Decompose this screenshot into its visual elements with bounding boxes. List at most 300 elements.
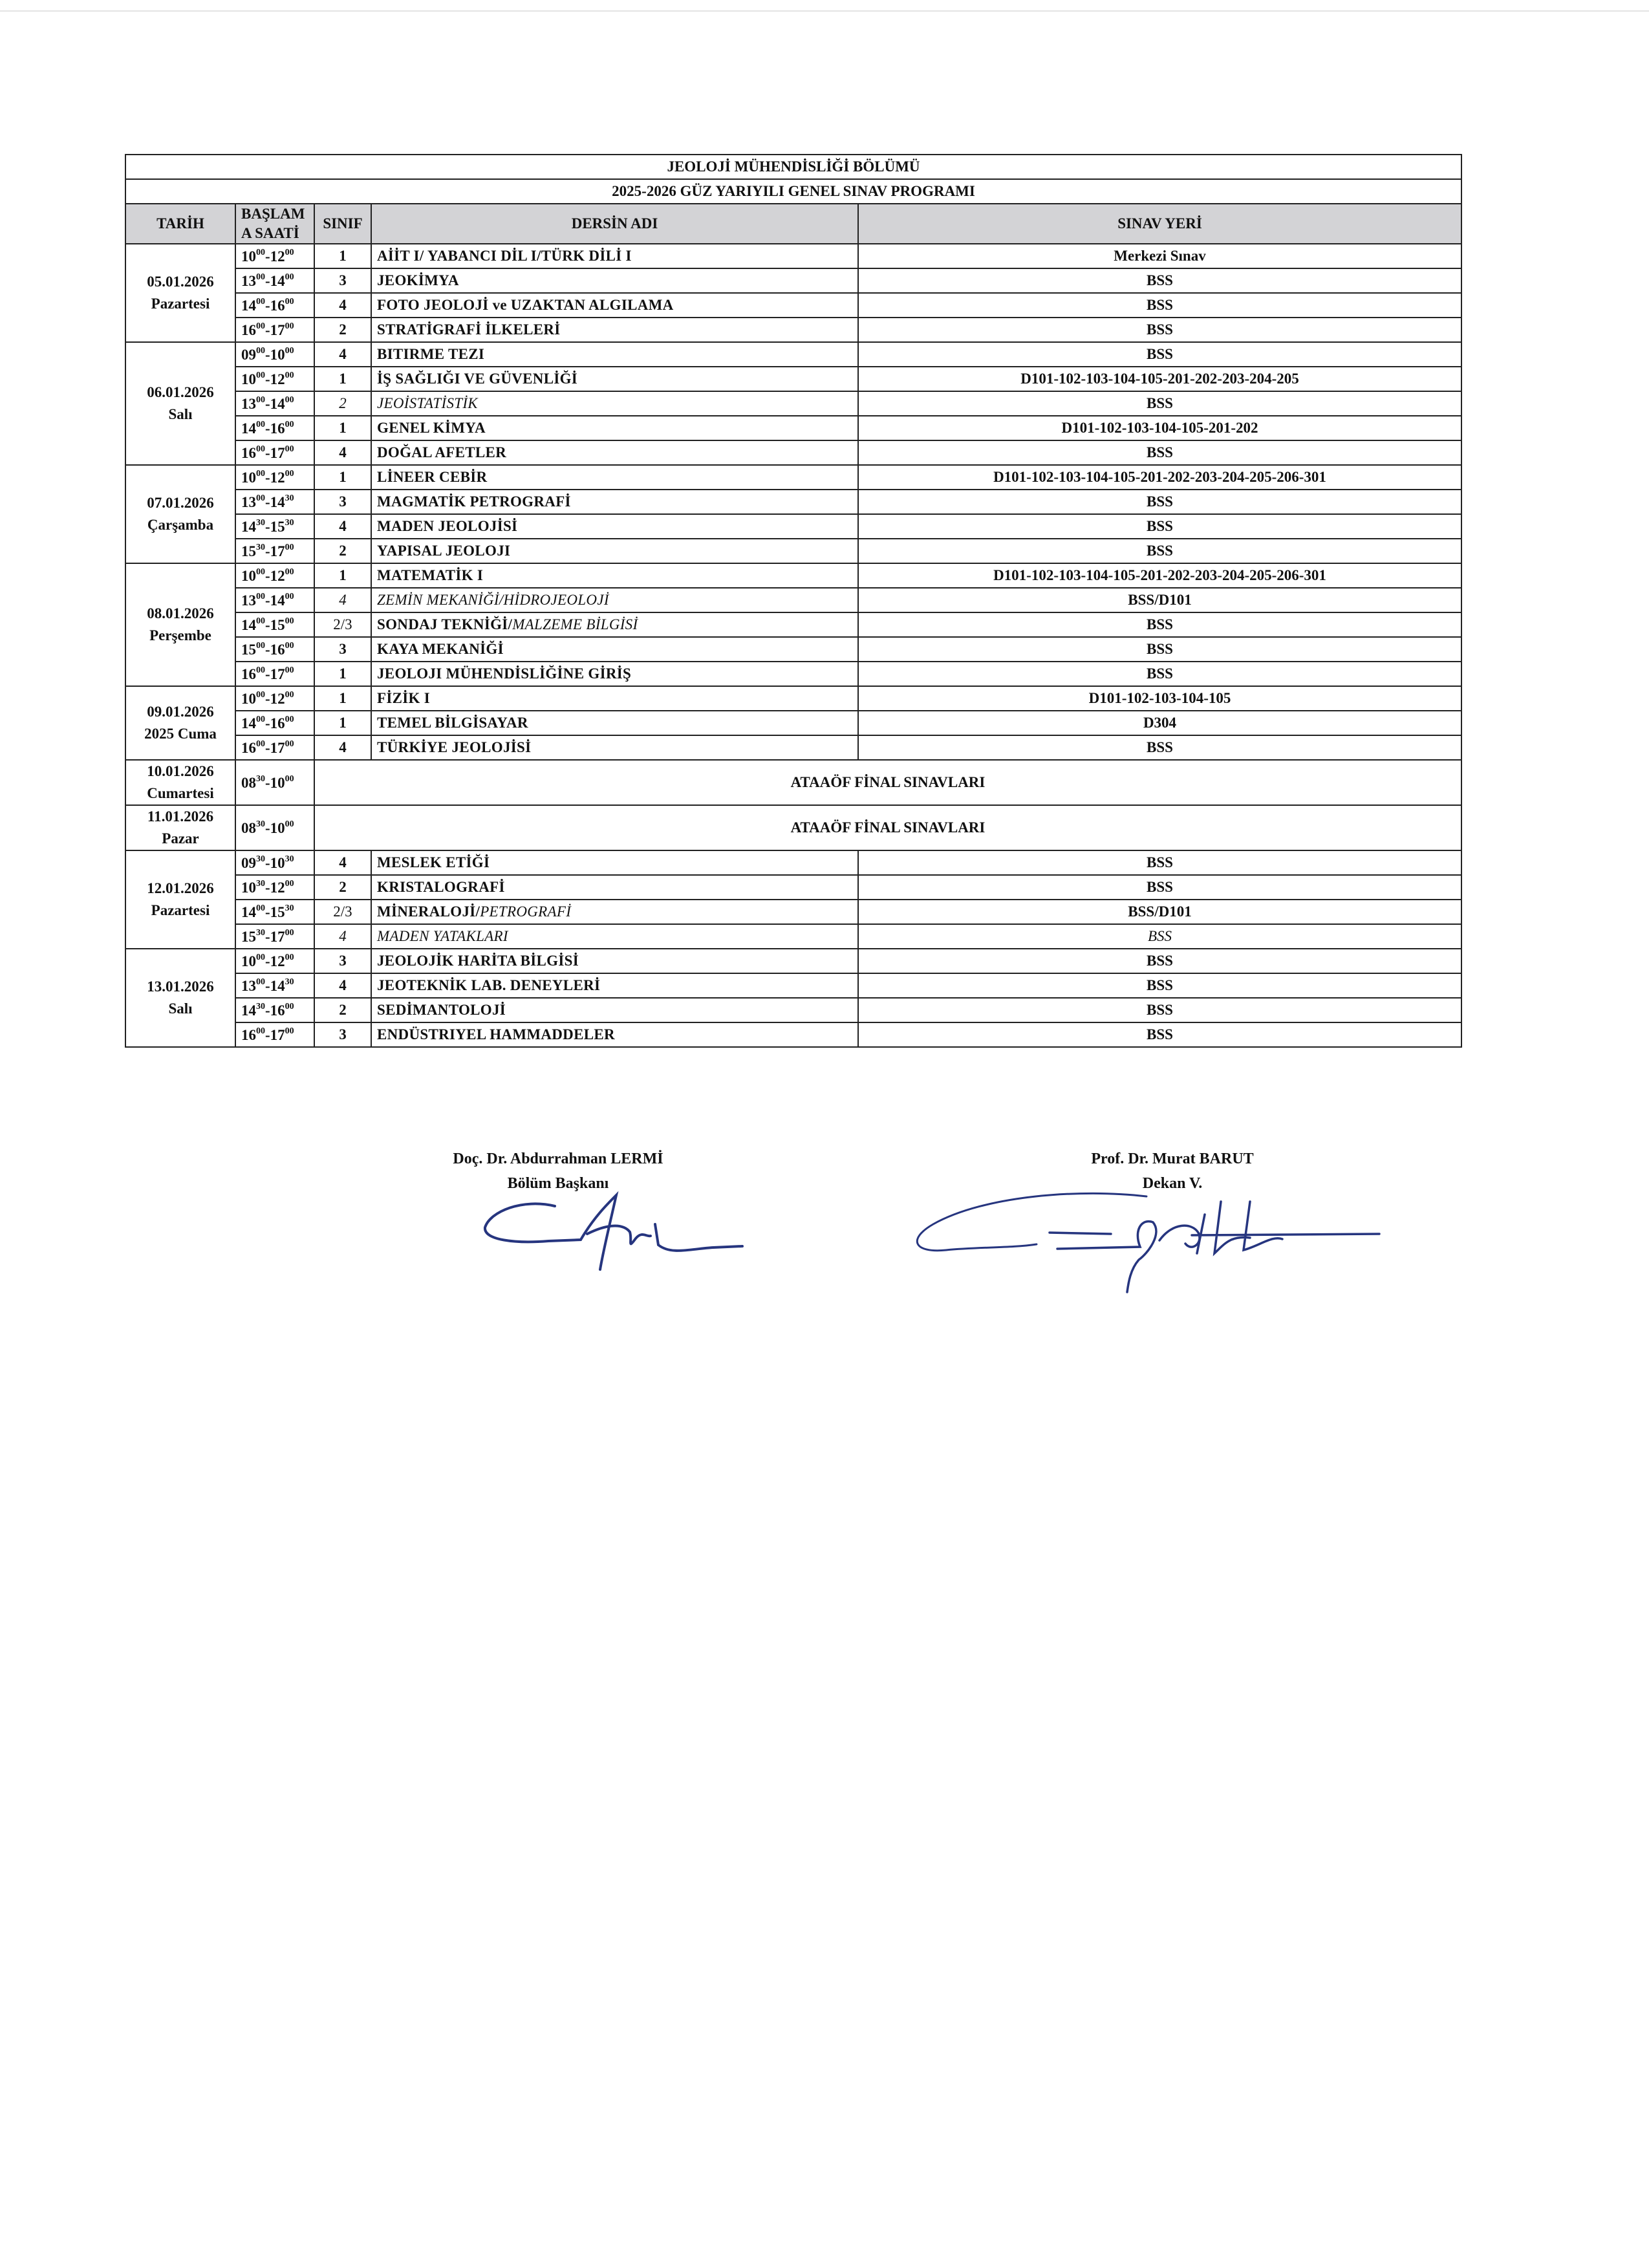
time-start-minute: 00	[256, 468, 265, 479]
exam-row	[125, 850, 1461, 875]
exam-room: D101-102-103-104-105	[858, 686, 1461, 711]
exam-room: D101-102-103-104-105-201-202-203-204-205-206-301	[858, 465, 1461, 490]
exam-room: BSS	[858, 440, 1461, 465]
exam-row	[125, 760, 1461, 805]
time-start-minute: 00	[256, 714, 265, 724]
exam-course-name: MİNERALOJİ/	[377, 903, 480, 920]
exam-row	[125, 588, 1461, 612]
exam-date: 09.01.2026	[147, 704, 214, 720]
exam-row	[125, 900, 1461, 924]
time-start-hour: 14	[241, 518, 256, 535]
exam-room: BSS/D101	[858, 900, 1461, 924]
exam-course-name: SEDİMANTOLOJİ	[377, 1002, 506, 1018]
exam-weekday: Çarşamba	[147, 517, 214, 533]
col-header-course: DERSİN ADI	[371, 204, 858, 244]
exam-class: 2	[314, 539, 371, 563]
time-start-hour: 08	[241, 774, 256, 791]
time-end-minute: 00	[285, 542, 294, 552]
time-end-hour: 10	[270, 819, 285, 836]
time-start-minute: 00	[256, 591, 265, 601]
exam-course-name: JEOLOJİK HARİTA BİLGİSİ	[377, 953, 579, 969]
time-start-hour: 16	[241, 665, 256, 682]
time-end-hour: 14	[270, 592, 285, 609]
exam-row	[125, 735, 1461, 760]
exam-course-name: KAYA MEKANİĞİ	[377, 641, 504, 657]
exam-room: D304	[858, 711, 1461, 735]
signer-right-title: Dekan V.	[1142, 1175, 1203, 1192]
exam-room: BSS	[858, 342, 1461, 367]
time-start-hour: 10	[241, 469, 256, 486]
time-end-minute: 00	[285, 272, 294, 282]
time-start-minute: 30	[256, 1001, 265, 1011]
time-start-minute: 00	[256, 616, 265, 626]
time-start-hour: 16	[241, 444, 256, 461]
time-end-minute: 00	[285, 468, 294, 479]
exam-row	[125, 342, 1461, 367]
time-start-minute: 30	[256, 773, 265, 784]
exam-room: BSS	[858, 735, 1461, 760]
exam-weekday: 2025 Cuma	[144, 726, 217, 742]
exam-course-name: STRATİGRAFİ İLKELERİ	[377, 321, 561, 338]
time-end-minute: 00	[285, 567, 294, 577]
exam-class: 1	[314, 686, 371, 711]
exam-course	[371, 342, 858, 367]
start-header-line2: A SAATİ	[241, 225, 299, 241]
time-start-minute: 30	[256, 819, 265, 829]
exam-time: $10^{00}-12^{00}$	[235, 949, 314, 973]
time-end-hour: 12	[270, 469, 285, 486]
exam-class: 1	[314, 244, 371, 268]
exam-course	[371, 686, 858, 711]
exam-row	[125, 637, 1461, 662]
time-end-hour: 16	[270, 420, 285, 437]
time-end-hour: 12	[270, 248, 285, 265]
exam-date-cell	[125, 805, 235, 850]
time-end-minute: 00	[285, 1001, 294, 1011]
exam-note: ATAAÖF FİNAL SINAVLARI	[314, 805, 1461, 850]
exam-row	[125, 612, 1461, 637]
exam-date: 13.01.2026	[147, 978, 214, 995]
exam-room: BSS	[858, 850, 1461, 875]
time-start-minute: 00	[256, 345, 265, 356]
exam-row	[125, 924, 1461, 949]
exam-course-name-italic: PETROGRAFİ	[480, 903, 572, 920]
start-header-line1: BAŞLAM	[241, 206, 305, 222]
exam-class: 3	[314, 490, 371, 514]
exam-weekday: Perşembe	[149, 627, 211, 643]
exam-weekday: Pazartesi	[151, 296, 210, 312]
exam-time: $10^{30}-12^{00}$	[235, 875, 314, 900]
exam-time: $10^{00}-12^{00}$	[235, 367, 314, 391]
time-start-minute: 00	[256, 247, 265, 257]
exam-course	[371, 850, 858, 875]
time-start-minute: 00	[256, 952, 265, 962]
exam-time: $13^{00}-14^{00}$	[235, 391, 314, 416]
time-end-minute: 00	[285, 927, 294, 938]
exam-class: 1	[314, 711, 371, 735]
exam-time: $13^{00}-14^{00}$	[235, 588, 314, 612]
exam-course-name: TEMEL BİLGİSAYAR	[377, 715, 528, 731]
exam-row	[125, 875, 1461, 900]
exam-course-name: TÜRKİYE JEOLOJİSİ	[377, 739, 532, 755]
time-end-minute: 00	[285, 878, 294, 889]
time-end-hour: 17	[270, 321, 285, 338]
exam-course	[371, 662, 858, 686]
time-start-hour: 14	[241, 903, 256, 920]
time-start-hour: 09	[241, 854, 256, 871]
exam-class: 1	[314, 662, 371, 686]
col-header-start-time	[235, 204, 314, 244]
time-end-minute: 00	[285, 665, 294, 675]
exam-room: D101-102-103-104-105-201-202	[858, 416, 1461, 440]
exam-course-name: İŞ SAĞLIĞI VE GÜVENLİĞİ	[377, 371, 578, 387]
exam-course	[371, 465, 858, 490]
exam-room: BSS	[858, 875, 1461, 900]
exam-room: BSS	[858, 391, 1461, 416]
exam-class: 2/3	[314, 900, 371, 924]
time-start-minute: 00	[256, 1026, 265, 1036]
exam-course-name: MAGMATİK PETROGRAFİ	[377, 493, 571, 510]
exam-time: $08^{30}-10^{00}$	[235, 760, 314, 805]
time-end-hour: 14	[270, 493, 285, 510]
time-start-hour: 13	[241, 395, 256, 412]
exam-row	[125, 465, 1461, 490]
exam-date-cell	[125, 686, 235, 760]
exam-course-name: MADEN YATAKLARI	[377, 928, 508, 944]
time-end-hour: 12	[270, 690, 285, 707]
exam-class: 1	[314, 563, 371, 588]
time-end-hour: 16	[270, 641, 285, 658]
exam-course	[371, 949, 858, 973]
exam-course-name: JEOKİMYA	[377, 272, 459, 288]
exam-room: BSS	[858, 1022, 1461, 1047]
time-end-hour: 16	[270, 715, 285, 731]
time-end-hour: 10	[270, 346, 285, 363]
time-end-minute: 00	[285, 296, 294, 307]
time-start-hour: 10	[241, 953, 256, 969]
exam-class: 4	[314, 735, 371, 760]
exam-course	[371, 998, 858, 1022]
exam-course-name: MADEN JEOLOJİSİ	[377, 518, 518, 534]
time-end-hour: 15	[270, 616, 285, 633]
exam-time: $10^{00}-12^{00}$	[235, 686, 314, 711]
time-end-hour: 10	[270, 774, 285, 791]
time-end-hour: 14	[270, 977, 285, 994]
time-start-minute: 00	[256, 977, 265, 987]
exam-row	[125, 514, 1461, 539]
exam-course	[371, 318, 858, 342]
exam-course-name: FOTO JEOLOJİ ve UZAKTAN ALGILAMA	[377, 297, 674, 313]
exam-time: $08^{30}-10^{00}$	[235, 805, 314, 850]
time-start-minute: 00	[256, 739, 265, 749]
exam-course-name: YAPISAL JEOLOJI	[377, 543, 511, 559]
exam-row	[125, 686, 1461, 711]
exam-course	[371, 391, 858, 416]
time-start-hour: 15	[241, 543, 256, 559]
time-start-hour: 14	[241, 1002, 256, 1019]
exam-time: $09^{30}-10^{30}$	[235, 850, 314, 875]
exam-course	[371, 490, 858, 514]
exam-course-name: JEOTEKNİK LAB. DENEYLERİ	[377, 977, 601, 993]
exam-room: BSS	[858, 998, 1461, 1022]
exam-class: 4	[314, 342, 371, 367]
time-start-minute: 00	[256, 567, 265, 577]
time-start-hour: 15	[241, 641, 256, 658]
time-end-minute: 00	[285, 819, 294, 829]
exam-class: 2/3	[314, 612, 371, 637]
exam-course-name: SONDAJ TEKNİĞİ/	[377, 616, 513, 632]
time-end-hour: 17	[270, 1026, 285, 1043]
time-start-hour: 10	[241, 248, 256, 265]
time-end-hour: 17	[270, 739, 285, 756]
exam-course-name: JEOİSTATİSTİK	[377, 395, 478, 411]
exam-class: 3	[314, 949, 371, 973]
time-end-minute: 00	[285, 616, 294, 626]
time-start-minute: 30	[256, 854, 265, 864]
col-header-date: TARİH	[125, 204, 235, 244]
exam-row	[125, 1022, 1461, 1047]
exam-class: 4	[314, 924, 371, 949]
exam-date: 06.01.2026	[147, 384, 214, 400]
exam-date-cell	[125, 342, 235, 465]
col-header-class: SINIF	[314, 204, 371, 244]
time-start-hour: 15	[241, 928, 256, 945]
exam-room: BSS	[858, 293, 1461, 318]
exam-date-cell	[125, 850, 235, 949]
exam-course	[371, 711, 858, 735]
exam-time: $16^{00}-17^{00}$	[235, 318, 314, 342]
exam-room: BSS	[858, 949, 1461, 973]
exam-row	[125, 244, 1461, 268]
exam-course	[371, 244, 858, 268]
time-end-hour: 12	[270, 567, 285, 584]
exam-time: $10^{00}-12^{00}$	[235, 244, 314, 268]
exam-date: 10.01.2026	[147, 763, 214, 779]
time-end-hour: 12	[270, 953, 285, 969]
time-end-hour: 17	[270, 928, 285, 945]
time-end-hour: 15	[270, 903, 285, 920]
exam-date: 05.01.2026	[147, 274, 214, 290]
time-end-minute: 00	[285, 345, 294, 356]
exam-row	[125, 490, 1461, 514]
time-end-minute: 30	[285, 517, 294, 528]
exam-time: $16^{00}-17^{00}$	[235, 662, 314, 686]
exam-time: $15^{00}-16^{00}$	[235, 637, 314, 662]
exam-course	[371, 268, 858, 293]
signature-left-drawing	[477, 1179, 775, 1276]
exam-class: 4	[314, 588, 371, 612]
exam-class: 2	[314, 318, 371, 342]
exam-date-cell	[125, 760, 235, 805]
col-header-room: SINAV YERİ	[858, 204, 1461, 244]
program-title: 2025-2026 GÜZ YARIYILI GENEL SINAV PROGRAMI	[125, 179, 1461, 204]
exam-class: 2	[314, 391, 371, 416]
exam-schedule-table	[125, 154, 1462, 1048]
exam-class: 3	[314, 1022, 371, 1047]
exam-course	[371, 973, 858, 998]
exam-course-name: LİNEER CEBİR	[377, 469, 488, 485]
time-end-minute: 00	[285, 394, 294, 405]
exam-course	[371, 637, 858, 662]
schedule-body	[125, 244, 1461, 1047]
exam-date-cell	[125, 949, 235, 1047]
exam-course-name: JEOLOJI MÜHENDİSLİĞİNE GİRİŞ	[377, 665, 632, 682]
exam-class: 4	[314, 850, 371, 875]
exam-time: $16^{00}-17^{00}$	[235, 735, 314, 760]
time-end-minute: 30	[285, 493, 294, 503]
exam-row	[125, 563, 1461, 588]
exam-row	[125, 367, 1461, 391]
scan-edge-line	[0, 10, 1649, 12]
exam-class: 4	[314, 973, 371, 998]
exam-time: $14^{30}-15^{30}$	[235, 514, 314, 539]
exam-row	[125, 711, 1461, 735]
exam-time: $13^{00}-14^{30}$	[235, 973, 314, 998]
exam-course	[371, 875, 858, 900]
time-start-minute: 00	[256, 444, 265, 454]
time-start-hour: 10	[241, 879, 256, 896]
exam-room: BSS	[858, 539, 1461, 563]
exam-course-name: FİZİK I	[377, 690, 430, 706]
exam-room: BSS	[858, 490, 1461, 514]
time-start-minute: 00	[256, 493, 265, 503]
time-end-minute: 00	[285, 739, 294, 749]
exam-course-name: BITIRME TEZI	[377, 346, 485, 362]
time-end-minute: 30	[285, 977, 294, 987]
exam-course-name: DOĞAL AFETLER	[377, 444, 507, 460]
time-start-minute: 00	[256, 665, 265, 675]
exam-room: BSS	[858, 924, 1461, 949]
time-start-hour: 09	[241, 346, 256, 363]
exam-row	[125, 440, 1461, 465]
time-end-minute: 00	[285, 1026, 294, 1036]
time-end-hour: 10	[270, 854, 285, 871]
exam-date-cell	[125, 563, 235, 686]
department-title: JEOLOJİ MÜHENDİSLİĞİ BÖLÜMÜ	[125, 155, 1461, 179]
exam-row	[125, 416, 1461, 440]
time-end-hour: 17	[270, 543, 285, 559]
time-start-hour: 14	[241, 420, 256, 437]
exam-room: D101-102-103-104-105-201-202-203-204-205	[858, 367, 1461, 391]
exam-class: 1	[314, 416, 371, 440]
time-start-hour: 10	[241, 690, 256, 707]
exam-class: 4	[314, 514, 371, 539]
signature-right-drawing	[888, 1163, 1405, 1305]
exam-course	[371, 612, 858, 637]
time-start-minute: 30	[256, 517, 265, 528]
time-start-minute: 00	[256, 296, 265, 307]
time-start-hour: 16	[241, 739, 256, 756]
signer-right-name: Prof. Dr. Murat BARUT	[1091, 1150, 1254, 1167]
exam-row	[125, 391, 1461, 416]
exam-row	[125, 949, 1461, 973]
exam-time: $14^{00}-15^{00}$	[235, 612, 314, 637]
exam-class: 1	[314, 465, 371, 490]
time-end-hour: 16	[270, 1002, 285, 1019]
exam-weekday: Cumartesi	[147, 785, 214, 801]
exam-course-name: AİİT I/ YABANCI DİL I/TÜRK DİLİ I	[377, 248, 632, 264]
exam-time: $16^{00}-17^{00}$	[235, 440, 314, 465]
exam-room: BSS	[858, 268, 1461, 293]
exam-course-name: MATEMATİK I	[377, 567, 484, 583]
time-end-minute: 00	[285, 640, 294, 651]
exam-room: BSS/D101	[858, 588, 1461, 612]
time-start-hour: 10	[241, 371, 256, 387]
time-end-minute: 00	[285, 247, 294, 257]
exam-course	[371, 440, 858, 465]
exam-date: 07.01.2026	[147, 495, 214, 511]
exam-time: $09^{00}-10^{00}$	[235, 342, 314, 367]
exam-course-name-italic: MALZEME BİLGİSİ	[512, 616, 638, 632]
signer-left-name: Doç. Dr. Abdurrahman LERMİ	[453, 1150, 663, 1167]
exam-room: D101-102-103-104-105-201-202-203-204-205-206-301	[858, 563, 1461, 588]
exam-class: 2	[314, 998, 371, 1022]
exam-time: $14^{00}-16^{00}$	[235, 711, 314, 735]
time-end-hour: 17	[270, 444, 285, 461]
time-end-minute: 00	[285, 444, 294, 454]
exam-room: BSS	[858, 612, 1461, 637]
exam-row	[125, 318, 1461, 342]
exam-time: $10^{00}-12^{00}$	[235, 465, 314, 490]
exam-date-cell	[125, 465, 235, 563]
time-start-hour: 13	[241, 272, 256, 289]
exam-course	[371, 293, 858, 318]
time-start-hour: 14	[241, 616, 256, 633]
time-start-minute: 00	[256, 419, 265, 429]
exam-room: BSS	[858, 514, 1461, 539]
exam-class: 4	[314, 440, 371, 465]
time-start-hour: 10	[241, 567, 256, 584]
time-start-hour: 14	[241, 297, 256, 314]
exam-schedule-sheet	[125, 154, 1461, 1192]
exam-course	[371, 367, 858, 391]
exam-class: 2	[314, 875, 371, 900]
exam-room: BSS	[858, 318, 1461, 342]
time-end-minute: 00	[285, 591, 294, 601]
time-end-minute: 00	[285, 773, 294, 784]
signer-left-title: Bölüm Başkanı	[507, 1175, 609, 1192]
time-start-hour: 14	[241, 715, 256, 731]
exam-time: $14^{00}-16^{00}$	[235, 416, 314, 440]
exam-class: 3	[314, 637, 371, 662]
exam-time: $13^{00}-14^{30}$	[235, 490, 314, 514]
exam-course	[371, 514, 858, 539]
exam-date: 12.01.2026	[147, 880, 214, 896]
exam-course-name: ZEMİN MEKANİĞİ/HİDROJEOLOJİ	[377, 592, 609, 608]
exam-class: 1	[314, 367, 371, 391]
time-start-minute: 00	[256, 394, 265, 405]
exam-date: 11.01.2026	[147, 808, 214, 825]
time-start-hour: 13	[241, 493, 256, 510]
exam-row	[125, 973, 1461, 998]
exam-time: $13^{00}-14^{00}$	[235, 268, 314, 293]
exam-room: Merkezi Sınav	[858, 244, 1461, 268]
time-end-hour: 14	[270, 395, 285, 412]
time-end-hour: 15	[270, 518, 285, 535]
exam-weekday: Salı	[168, 1000, 193, 1017]
exam-row	[125, 539, 1461, 563]
time-start-minute: 30	[256, 927, 265, 938]
exam-course	[371, 1022, 858, 1047]
exam-weekday: Pazar	[162, 830, 199, 847]
exam-row	[125, 998, 1461, 1022]
exam-time: $16^{00}-17^{00}$	[235, 1022, 314, 1047]
exam-course	[371, 924, 858, 949]
exam-course-name: MESLEK ETİĞİ	[377, 854, 490, 870]
exam-room: BSS	[858, 637, 1461, 662]
time-end-minute: 00	[285, 689, 294, 700]
time-end-minute: 00	[285, 714, 294, 724]
